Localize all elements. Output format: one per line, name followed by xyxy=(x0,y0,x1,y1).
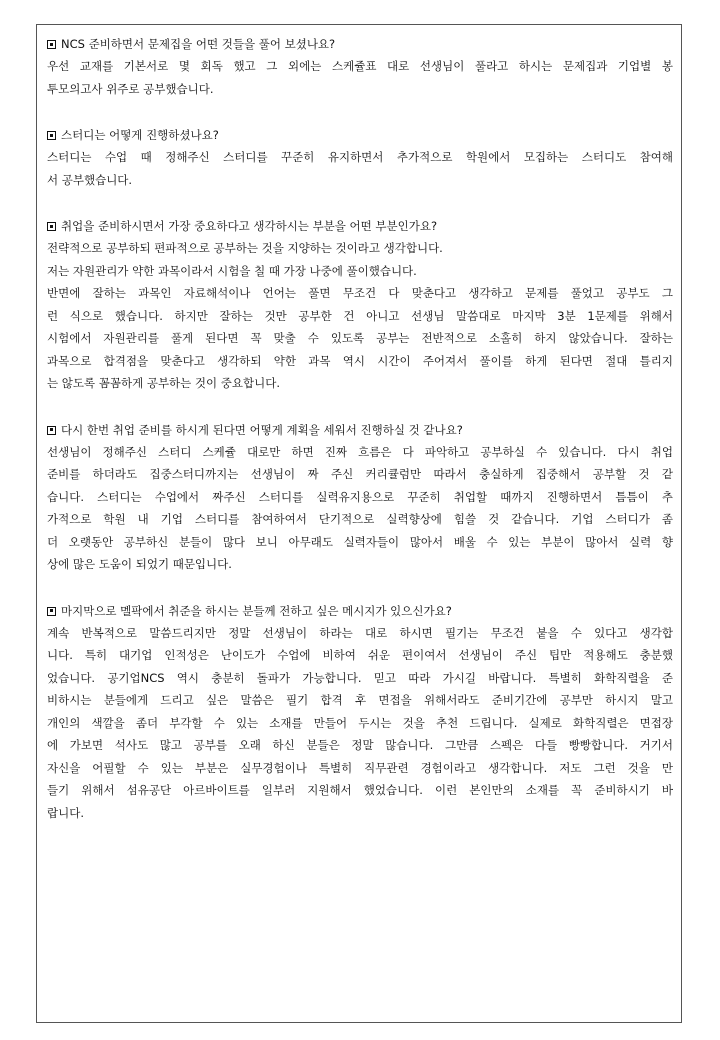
square-bullet-icon xyxy=(47,131,56,140)
answer-line: 가적으로 학원 내 기업 스터디를 참여하여서 단기적으로 실력향상에 힘쓸 것 같습니다. 기업 스터디가 좀 xyxy=(47,512,673,526)
answer-line: 비하시는 분들에게 드리고 싶은 말씀은 필기 합격 후 면접을 위해서라도 준비기간에 공부만 하시지 말고 xyxy=(47,693,673,707)
qa-section xyxy=(47,33,673,100)
question-text: 취업을 준비하시면서 가장 중요하다고 생각하시는 부분을 어떤 부분인가요? xyxy=(61,219,438,233)
qa-section xyxy=(47,600,673,825)
square-bullet-icon xyxy=(47,426,56,435)
question-heading xyxy=(47,600,673,622)
answer-line: 계속 반복적으로 말씀드리지만 정말 선생님이 하라는 대로 하시면 필기는 무조건 붙을 수 있다고 생각합 xyxy=(47,625,673,640)
answer-line: 전략적으로 공부하되 편파적으로 공부하는 것을 지양하는 것이라고 생각합니다. xyxy=(47,241,443,255)
answer-line: 습니다. 스터디는 수업에서 짜주신 스터디를 실력유지용으로 꾸준히 취업할 때까지 진행하면서 틈틈이 추 xyxy=(47,489,673,504)
answer-line: 우선 교재를 기본서로 몇 회독 했고 그 외에는 스케쥴표 대로 선생님이 풀라고 하시는 문제집과 기업별 봉 xyxy=(47,59,673,73)
answer-line: 투모의고사 위주로 공부했습니다. xyxy=(47,81,214,96)
answer-line: 었습니다. 공기업NCS 역시 충분히 돌파가 가능합니다. 믿고 따라 가시길 바랍니다. 특별히 화학직렬을 준 xyxy=(47,670,673,685)
answer-line: 준비를 하더라도 집중스터디까지는 선생님이 짜 주신 커리큘럼만 따라서 충실하게 집중해서 공부할 것 같 xyxy=(47,467,673,481)
document-body xyxy=(47,33,673,848)
square-bullet-icon xyxy=(47,222,56,231)
answer-line: 과목으로 합격점을 맞춘다고 생각하되 약한 과목 역시 시간이 주어져서 풀이를 하게 된다면 절대 틀리지 xyxy=(47,353,673,368)
question-heading xyxy=(47,33,673,55)
answer-line: 는 않도록 꼼꼼하게 공부하는 것이 중요합니다. xyxy=(47,376,281,390)
answer-line: 선생님이 정해주신 스터디 스케쥴 대로만 하면 진짜 흐름은 다 파악하고 공부하실 수 있습니다. 다시 취업 xyxy=(47,444,673,459)
square-bullet-icon xyxy=(47,40,56,49)
answer-line: 시험에서 자원관리를 풀게 된다면 꼭 맞출 수 있도록 공부는 전반적으로 소홀히 하지 않았습니다. 잘하는 xyxy=(47,331,673,345)
qa-section xyxy=(47,419,673,576)
answer-line: 에 가보면 석사도 많고 공부를 오래 하신 분들은 정말 많습니다. 그만큼 스펙은 다들 빵빵합니다. 거기서 xyxy=(47,738,673,752)
question-text: NCS 준비하면서 문제집을 어떤 것들을 풀어 보셨나요? xyxy=(61,37,336,51)
answer-line: 서 공부했습니다. xyxy=(47,172,133,187)
question-heading xyxy=(47,124,673,146)
question-text: 마지막으로 멜팍에서 취준을 하시는 분들께 전하고 싶은 메시지가 있으신가요? xyxy=(61,603,452,618)
question-text: 스터디는 어떻게 진행하셨나요? xyxy=(61,128,219,142)
answer-line: 랍니다. xyxy=(47,805,84,820)
answer-line: 상에 많은 도움이 되었기 때문입니다. xyxy=(47,557,232,571)
answer-line: 니다. 특히 대기업 인적성은 난이도가 수업에 비하여 쉬운 편이여서 선생님이 주신 팁만 적용해도 충분했 xyxy=(47,648,673,662)
qa-section xyxy=(47,124,673,191)
answer-line: 개인의 색깔을 좀더 부각할 수 있는 소재를 만들어 두시는 것을 추천 드립니다. 실제로 화학직렬은 면접장 xyxy=(47,715,673,730)
answer-line: 반면에 잘하는 과목인 자료해석이나 언어는 풀면 무조건 다 맞춘다고 생각하고 문제를 풀었고 공부도 그 xyxy=(47,286,673,300)
page-frame xyxy=(36,24,682,1023)
answer-line: 들기 위해서 섬유공단 아르바이트를 일부러 지원해서 했었습니다. 이런 본인만의 소재를 꼭 준비하시기 바 xyxy=(47,783,673,797)
question-heading xyxy=(47,419,673,441)
answer-line: 스터디는 수업 때 정해주신 스터디를 꾸준히 유지하면서 추가적으로 학원에서 모집하는 스터디도 참여해 xyxy=(47,150,673,164)
question-heading xyxy=(47,215,673,237)
answer-line: 저는 자원관리가 약한 과목이라서 시험을 칠 때 가장 나중에 풀이했습니다. xyxy=(47,263,417,278)
qa-section xyxy=(47,215,673,395)
answer-line: 런 식으로 했습니다. 하지만 잘하는 것만 공부한 건 아니고 선생님 말씀대로 마지막 3분 1문제를 위해서 xyxy=(47,308,673,323)
question-text: 다시 한번 취업 준비를 하시게 된다면 어떻게 계획을 세워서 진행하실 것 같나요? xyxy=(61,422,463,437)
answer-line: 자신을 어필할 수 있는 부분은 실무경험이나 특별히 직무관련 경험이라고 생각합니다. 저도 그런 것을 만 xyxy=(47,760,673,775)
answer-line: 더 오랫동안 공부하신 분들이 많다 보니 아무래도 실력자들이 많아서 배울 수 있는 부분이 많아서 실력 향 xyxy=(47,534,673,549)
square-bullet-icon xyxy=(47,607,56,616)
